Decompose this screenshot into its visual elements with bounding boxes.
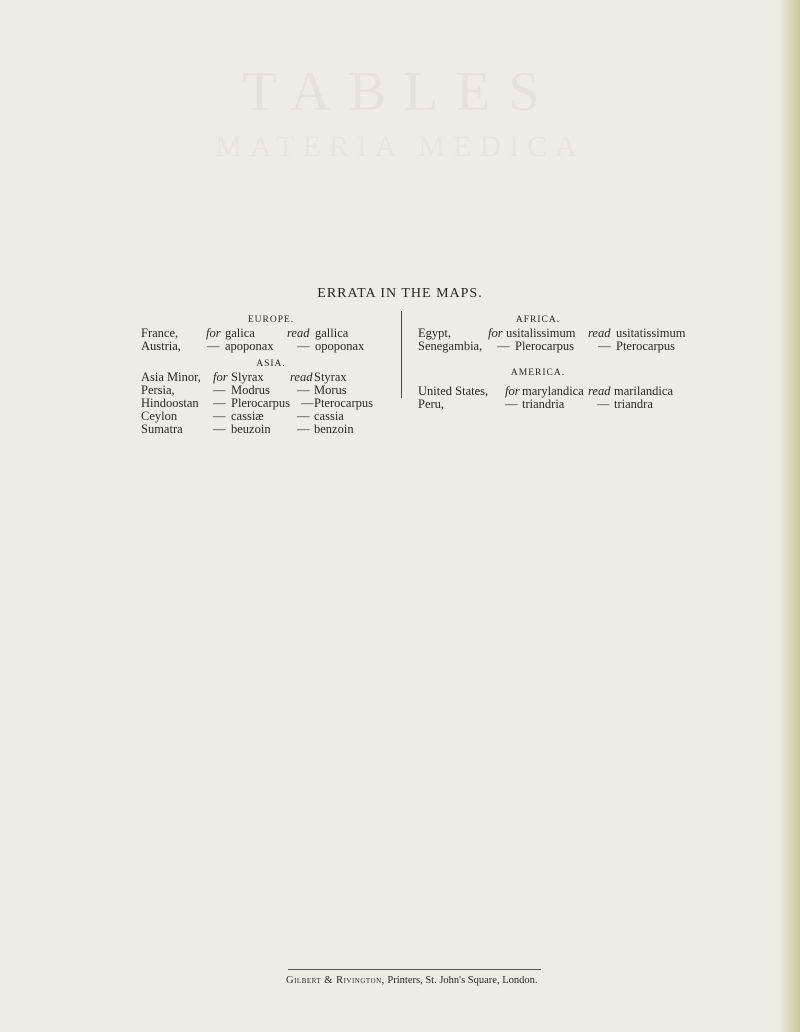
wrong-term: cassiæ <box>231 409 264 423</box>
place: Hindoostan <box>141 396 199 410</box>
wrong-term: triandria <box>522 397 565 411</box>
place: Asia Minor, <box>141 370 201 384</box>
ditto-dash: — <box>597 397 610 411</box>
wrong-term: Plerocarpus <box>515 339 575 353</box>
correct-term: triandra <box>614 397 653 411</box>
show-through-text: TABLES <box>242 61 558 123</box>
place: Ceylon <box>141 409 178 423</box>
read-word: read <box>588 326 611 340</box>
wrong-term: galica <box>225 326 255 340</box>
read-word: read <box>588 384 611 398</box>
printer-address: Printers, St. John's Square, London. <box>384 975 538 986</box>
ditto-dash: — <box>207 339 220 353</box>
correct-term: usitatissimum <box>616 326 686 340</box>
correct-term: Pterocarpus <box>616 339 676 353</box>
correct-term: opoponax <box>315 339 365 353</box>
asia-heading: ASIA. <box>256 359 286 369</box>
printer-name: Gilbert & Rivington, <box>286 975 385 986</box>
america-heading: AMERICA. <box>510 368 566 378</box>
wrong-term: Slyrax <box>231 370 264 384</box>
column-divider <box>401 311 402 398</box>
correct-term: Styrax <box>314 370 347 384</box>
right-column <box>418 314 686 411</box>
for-word: for <box>488 326 503 340</box>
for-word: for <box>213 370 228 384</box>
wrong-term: marylandica <box>522 384 584 398</box>
ditto-dash: — <box>213 383 226 397</box>
ditto-dash: — <box>297 383 310 397</box>
for-word: for <box>206 326 221 340</box>
for-word: for <box>505 384 520 398</box>
place: Persia, <box>141 383 175 397</box>
correct-term: marilandica <box>614 384 673 398</box>
ditto-dash: — <box>213 409 226 423</box>
ditto-dash: — <box>297 339 310 353</box>
correct-term: benzoin <box>314 422 354 436</box>
place: Senegambia, <box>418 339 483 353</box>
errata-row <box>418 340 678 353</box>
ditto-dash: — <box>213 422 226 436</box>
wrong-term: apoponax <box>225 339 274 353</box>
errata-row <box>141 371 401 384</box>
footer-rule <box>288 969 541 970</box>
ditto-dash: — <box>598 339 611 353</box>
wrong-term: usitalissimum <box>506 326 576 340</box>
place: Egypt, <box>418 326 451 340</box>
place: Austria, <box>141 339 181 353</box>
ditto-dash: — <box>297 422 310 436</box>
show-through-text: MATERIA MEDICA <box>215 130 585 163</box>
errata-row <box>141 397 401 410</box>
correct-term: gallica <box>315 326 349 340</box>
ditto-dash: — <box>497 339 510 353</box>
place: United States, <box>418 384 489 398</box>
wrong-term: beuzoin <box>231 422 271 436</box>
place: France, <box>141 326 179 340</box>
place: Sumatra <box>141 422 183 436</box>
page-edge <box>778 0 800 1032</box>
errata-row <box>141 340 401 353</box>
errata-row <box>418 398 678 411</box>
correct-term: Morus <box>314 383 347 397</box>
ditto-dash: — <box>505 397 518 411</box>
wrong-term: Plerocarpus <box>231 396 291 410</box>
printer-imprint <box>286 975 537 986</box>
read-word: read <box>287 326 310 340</box>
ditto-dash: — <box>301 396 314 410</box>
wrong-term: Modrus <box>231 383 270 397</box>
ditto-dash: — <box>213 396 226 410</box>
africa-heading: AFRICA. <box>515 315 561 325</box>
ditto-dash: — <box>297 409 310 423</box>
correct-term: Pterocarpus <box>314 396 374 410</box>
europe-heading: EUROPE. <box>247 315 295 325</box>
errata-title: ERRATA IN THE MAPS. <box>317 286 483 301</box>
left-column <box>141 314 401 436</box>
read-word: read <box>290 370 313 384</box>
correct-term: cassia <box>314 409 344 423</box>
errata-row <box>141 423 401 436</box>
place: Peru, <box>418 397 445 411</box>
